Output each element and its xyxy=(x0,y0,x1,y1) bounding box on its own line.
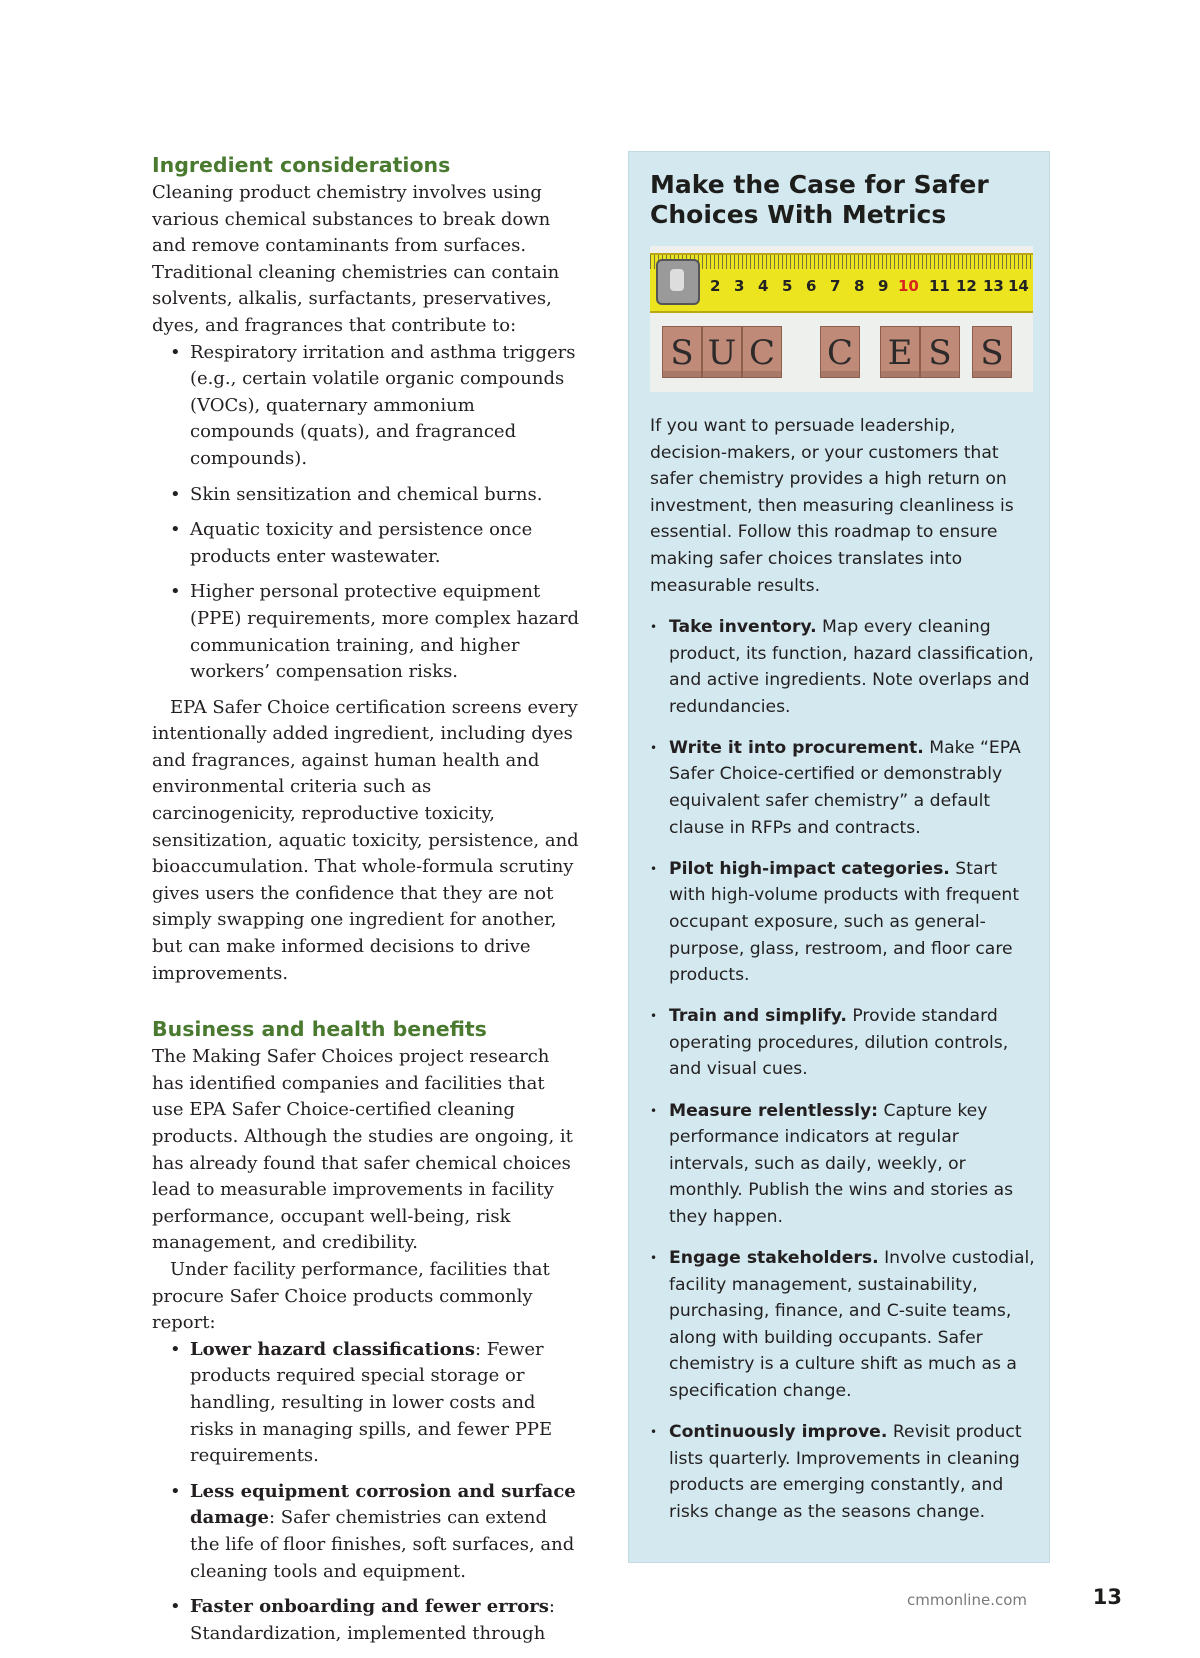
ruler-number: 4 xyxy=(758,277,769,295)
success-blocks xyxy=(662,326,1033,382)
ruler-number: 2 xyxy=(710,277,721,295)
list-item-text: Involve custodial, facility management, sustainability, purchasing, finance, and C-suite teams, along with building occupants. Safer chemistry is a culture shift as much as a specification change. xyxy=(669,1247,1035,1401)
section-heading-benefits: Business and health benefits xyxy=(152,1017,487,1042)
ingredients-bullet-list xyxy=(152,340,580,686)
ruler-number: 5 xyxy=(782,277,793,295)
benefits-bullet-list xyxy=(152,1337,580,1648)
ruler-number: 6 xyxy=(806,277,817,295)
list-item xyxy=(650,856,1035,989)
ingredients-intro: Cleaning product chemistry involves using various chemical substances to break down and remove contaminants from surfaces. Traditional cleaning chemistries can contain solvents, alkalis, surfactants, preservatives, dyes, and fragrances that contribute to: xyxy=(152,182,560,336)
ruler-number: 11 xyxy=(929,277,950,295)
list-item-bold: Continuously improve. xyxy=(669,1422,888,1443)
letter-block: S xyxy=(662,326,702,378)
sidebar-title: Make the Case for Safer Choices With Metrics xyxy=(650,170,989,229)
benefits-paragraph: The Making Safer Choices project research has identified companies and facilities that use EPA Safer Choice-certified cleaning products. Although the studies are ongoing, it has already found that safer chemical choices lead to measurable improvements in facility performance, occupant well-being, risk management, and credibility. xyxy=(152,1046,573,1254)
ruler-number: 13 xyxy=(983,277,1004,295)
list-item-bold: Lower hazard classifications xyxy=(190,1338,475,1360)
section-heading-ingredients: Ingredient considerations xyxy=(152,153,451,177)
list-item-text: Revisit product lists quarterly. Improvements in cleaning products are emerging constantly, and risks change as the seasons change. xyxy=(669,1422,1022,1522)
facility-performance-paragraph: Under facility performance, facilities that procure Safer Choice products commonly report: xyxy=(152,1258,550,1334)
list-item xyxy=(650,614,1035,720)
list-item xyxy=(650,1003,1035,1083)
list-item-text: Start with high-volume products with frequent occupant exposure, such as general-purpose, glass, restroom, and floor care products. xyxy=(669,858,1020,986)
list-item-text: Map every cleaning product, its function, hazard classification, and active ingredients. Note overlaps and redundancies. xyxy=(669,617,1034,717)
tape-measure xyxy=(650,253,1033,313)
list-item-bold: Train and simplify. xyxy=(669,1006,847,1027)
list-item xyxy=(152,1337,580,1470)
roadmap-list xyxy=(650,614,1035,1540)
list-item xyxy=(650,1419,1035,1525)
ruler-number: 12 xyxy=(956,277,977,295)
ruler-number: 7 xyxy=(830,277,841,295)
ruler-number: 8 xyxy=(854,277,865,295)
letter-block: U xyxy=(702,326,742,378)
list-item: • Higher personal protective equipment (PPE) requirements, more complex hazard communication training, and higher workers’ compensation risks. xyxy=(152,579,580,685)
list-item-bold: Write it into procurement. xyxy=(669,737,924,758)
ruler-number: 3 xyxy=(734,277,745,295)
list-item-bold: Engage stakeholders. xyxy=(669,1247,879,1268)
list-item xyxy=(650,735,1035,841)
list-item-text: Make “EPA Safer Choice-certified or demonstrably equivalent safer chemistry” a default clause in RFPs and contracts. xyxy=(669,737,1021,838)
list-item-text: : Standardization, implemented through xyxy=(190,1596,555,1644)
letter-block: E xyxy=(880,326,920,378)
tape-clip xyxy=(656,259,700,305)
safer-choice-paragraph: EPA Safer Choice certification screens every intentionally added ingredient, including dyes and fragrances, against human health and environmental criteria such as carcinogenicity, reproductive toxicity, sensitization, aquatic toxicity, persistence, and bioaccumulation. That whole-formula scrutiny gives users the confidence that they are not simply swapping one ingredient for another, but can make informed decisions to drive improvements. xyxy=(152,696,579,984)
list-item-bold: Faster onboarding and fewer errors xyxy=(190,1596,549,1618)
list-item-text: : Safer chemistries can extend the life of floor finishes, soft surfaces, and cleaning tools and equipment. xyxy=(190,1507,575,1582)
sidebar-intro: If you want to persuade leadership, decision-makers, or your customers that safer chemistry provides a high return on investment, then measuring cleanliness is essential. Follow this roadmap to ensure making safer choices translates into measurable results. xyxy=(650,416,1014,596)
main-column xyxy=(152,150,580,1656)
ruler-ticks xyxy=(650,255,1033,269)
page-number: 13 xyxy=(1092,1585,1122,1609)
ruler-number: 9 xyxy=(878,277,889,295)
list-item-text: Provide standard operating procedures, dilution controls, and visual cues. xyxy=(669,1006,1009,1080)
list-item: • Respiratory irritation and asthma triggers (e.g., certain volatile organic compounds (VOCs), quaternary ammonium compounds (quats), and fragranced compounds). xyxy=(152,340,580,473)
list-item xyxy=(152,1479,580,1585)
list-item-bold: Less equipment corrosion and surface damage xyxy=(190,1480,576,1529)
letter-block: C xyxy=(742,326,782,378)
footer-website: cmmonline.com xyxy=(906,1591,1027,1609)
list-item xyxy=(152,1594,580,1647)
ruler-number-highlight: 10 xyxy=(898,277,919,295)
ruler-number: 14 xyxy=(1008,277,1029,295)
list-item: • Skin sensitization and chemical burns. xyxy=(152,482,580,509)
list-item xyxy=(650,1245,1035,1405)
success-ruler-image xyxy=(650,246,1033,392)
list-item xyxy=(650,1098,1035,1231)
letter-block: S xyxy=(920,326,960,378)
list-item-bold: Measure relentlessly: xyxy=(669,1100,879,1121)
list-item-text: : Fewer products required special storage or handling, resulting in lower costs and risks in managing spills, and fewer PPE requirements. xyxy=(190,1338,553,1467)
list-item-bold: Take inventory. xyxy=(669,617,817,637)
list-item-bold: Pilot high-impact categories. xyxy=(669,858,950,879)
letter-block: C xyxy=(820,326,860,378)
metrics-sidebar xyxy=(628,151,1050,1563)
list-item-text: Capture key performance indicators at regular intervals, such as daily, weekly, or monthly. Publish the wins and stories as they happen. xyxy=(669,1100,1014,1227)
list-item: • Aquatic toxicity and persistence once products enter wastewater. xyxy=(152,517,580,570)
letter-block: S xyxy=(972,326,1012,378)
